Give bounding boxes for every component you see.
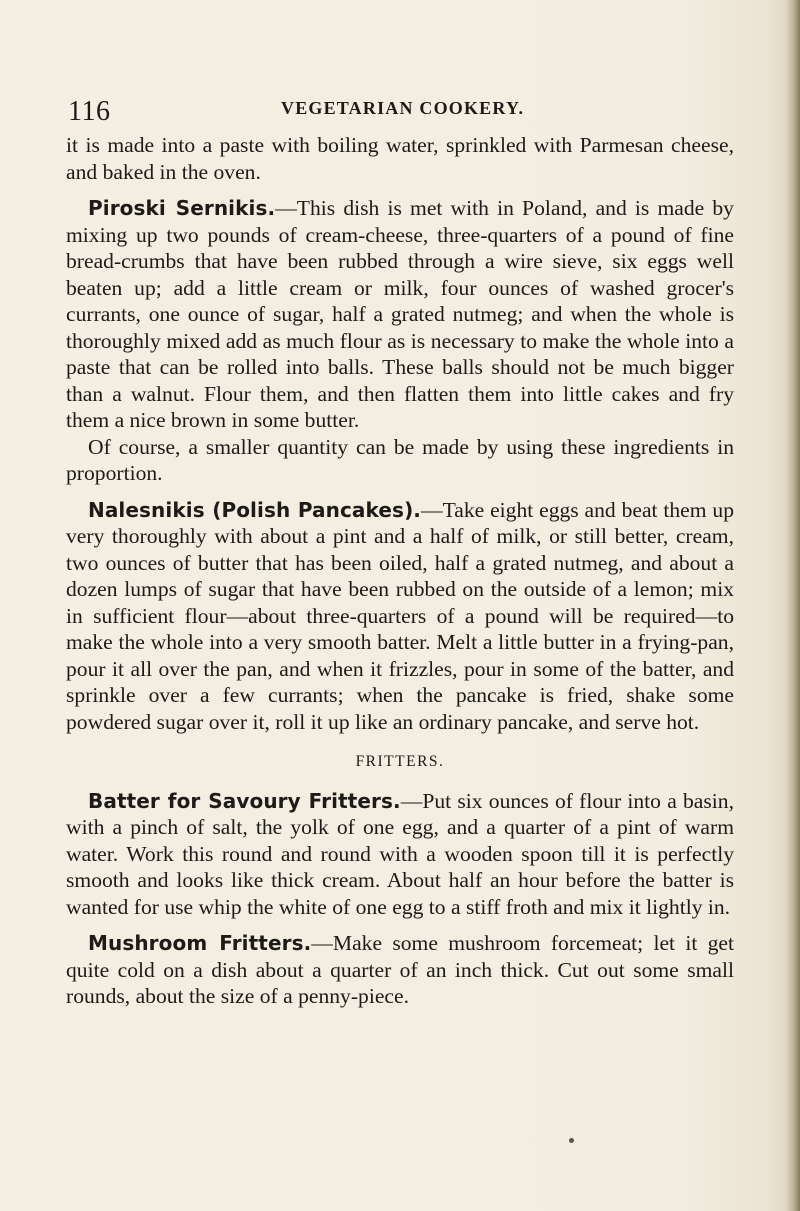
recipe-piroski-sernikis [66,195,734,434]
page-number: 116 [68,96,111,127]
recipe-mushroom-fritters [66,930,734,1010]
paragraph-continuation [66,132,734,185]
recipe-text: —Take eight eggs and beat them up very thoroughly with about a pint and a half of milk, or still better, cream, two ounces of butter that has been oiled, half a grated nutmeg, and about a dozen lumps of sugar that have been rubbed on the outside of a lemon; mix in sufficient flour—about three-quarters of a pound will be required—to make the whole into a very smooth batter. Melt a little butter in a frying-pan, pour it all over the pan, and when it frizzles, pour in some of the batter, and sprinkle over a few currants; when the pancake is fried, shake some powdered sugar over it, roll it up like an ordinary pancake, and serve hot. [66,497,735,734]
recipe-text: —Make some mushroom forcemeat; let it get quite cold on a dish about a quarter of an inch thick. Cut out some small rounds, about the size of a penny-piece. [66,931,734,1008]
paragraph-note [66,434,734,487]
recipe-text: —Put six ounces of flour into a basin, with a pinch of salt, the yolk of one egg, and a quarter of a pint of warm water. Work this round and round with a wooden spoon till it is perfectly smooth and looks like thick cream. About half an hour before the batter is wanted for use whip the white of one egg to a stiff froth and mix it lightly in. [66,788,734,919]
recipe-heading: Mushroom Fritters. [88,931,312,955]
recipe-nalesnikis [66,497,734,736]
running-head: VEGETARIAN COOKERY. [281,98,525,118]
recipe-heading: Piroski Sernikis. [88,196,276,220]
recipe-batter-savoury-fritters [66,788,734,921]
print-speck [569,1138,574,1143]
recipe-text: —This dish is met with in Poland, and is made by mixing up two pounds of cream-cheese, three-quarters of a pound of fine bread-crumbs that have been rubbed through a wire sieve, six eggs well beaten up; add a little cream or milk, four ounces of washed grocer's currants, one ounce of sugar, half a grated nutmeg; and when the whole is thoroughly mixed add as much flour as is necessary to make the whole into a paste that can be rolled into balls. These balls should not be much bigger than a walnut. Flour them, and then flatten them into little cakes and fry them a nice brown in some butter. [66,196,734,432]
page-header [66,92,700,132]
section-title: FRITTERS. [355,753,445,770]
paragraph-text: it is made into a paste with boiling water, sprinkled with Parmesan cheese, and baked in the oven. [66,133,734,184]
page-body [66,132,734,1010]
recipe-heading: Batter for Savoury Fritters. [88,788,401,813]
page-edge-shadow [786,0,800,1211]
paragraph-text: Of course, a smaller quantity can be made by using these ingredients in proportion. [66,434,734,485]
recipe-heading: Nalesnikis (Polish Pancakes). [88,497,422,522]
